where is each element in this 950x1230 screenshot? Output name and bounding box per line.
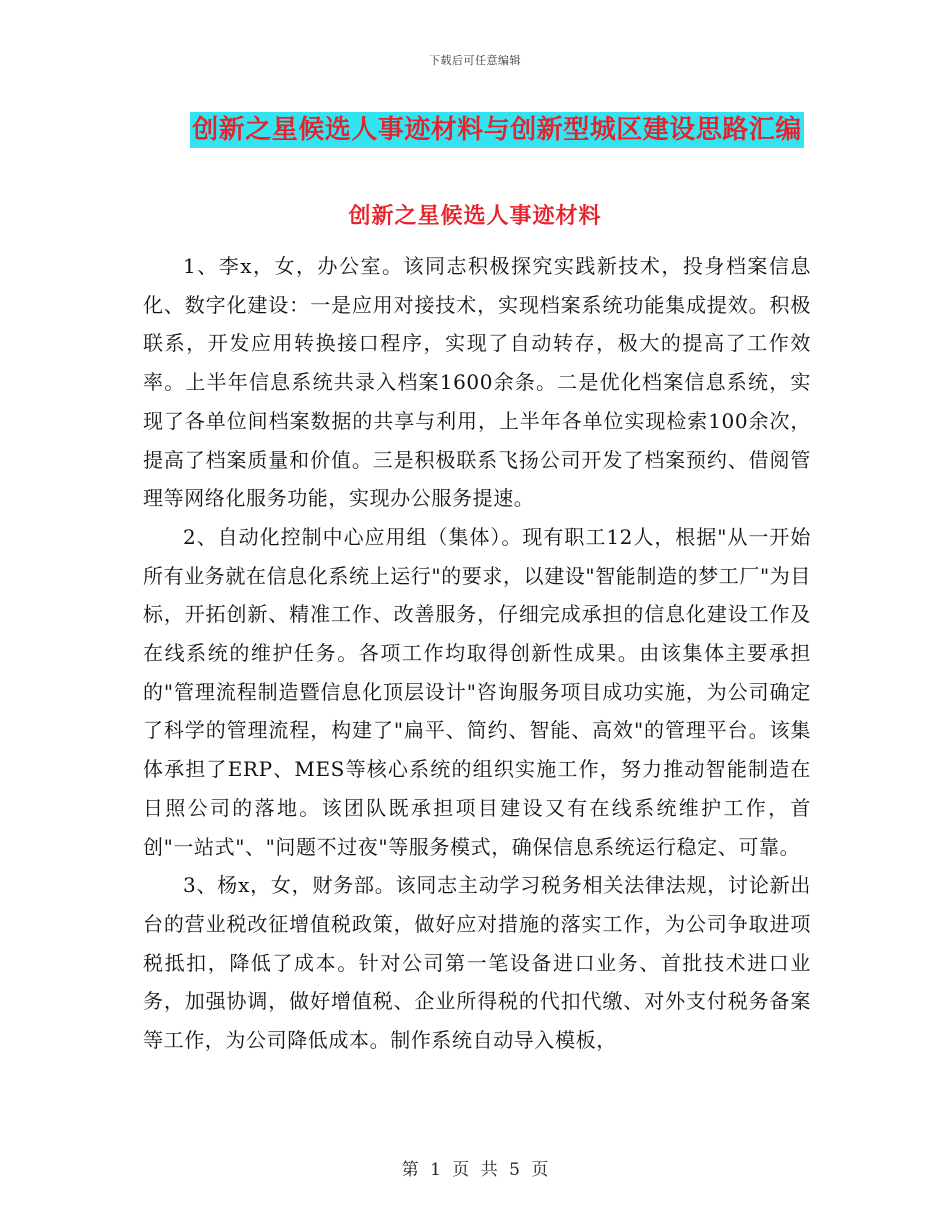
document-body bbox=[143, 247, 811, 1060]
document-title-container bbox=[0, 112, 950, 148]
paragraph-1: 1、李x，女，办公室。该同志积极探究实践新技术，投身档案信息化、数字化建设：一是应用对接技术，实现档案系统功能集成提效。积极联系，开发应用转换接口程序，实现了自动转存，极大的提高了工作效率。上半年信息系统共录入档案1600余条。二是优化档案信息系统，实现了各单位间档案数据的共享与利用，上半年各单位实现检索100余次，提高了档案质量和价值。三是积极联系飞扬公司开发了档案预约、借阅管理等网络化服务功能，实现办公服务提速。 bbox=[143, 254, 811, 511]
paragraph-2: 2、自动化控制中心应用组（集体）。现有职工12人，根据"从一开始所有业务就在信息化系统上运行"的要求，以建设"智能制造的梦工厂"为目标，开拓创新、精准工作、改善服务，仔细完成承担的信息化建设工作及在线系统的维护任务。各项工作均取得创新性成果。由该集体主要承担的"管理流程制造暨信息化顶层设计"咨询服务项目成功实施，为公司确定了科学的管理流程，构建了"扁平、简约、智能、高效"的管理平台。该集体承担了ERP、MES等核心系统的组织实施工作，努力推动智能制造在日照公司的落地。该团队既承担项目建设又有在线系统维护工作，首创"一站式"、"问题不过夜"等服务模式，确保信息系统运行稳定、可靠。 bbox=[143, 524, 811, 859]
paragraph-3: 3、杨x，女，财务部。该同志主动学习税务相关法律法规，讨论新出台的营业税改征增值税政策，做好应对措施的落实工作，为公司争取进项税抵扣，降低了成本。针对公司第一笔设备进口业务、首批技术进口业务，加强协调，做好增值税、企业所得税的代扣代缴、对外支付税务备案等工作，为公司降低成本。制作系统自动导入模板， bbox=[143, 873, 811, 1053]
section-title: 创新之星候选人事迹材料 bbox=[348, 203, 602, 229]
page-header: 下载后可任意编辑 bbox=[429, 54, 521, 67]
document-title: 创新之星候选人事迹材料与创新型城区建设思路汇编 bbox=[190, 112, 804, 148]
page-number-footer: 第 1 页 共 5 页 bbox=[401, 1160, 549, 1180]
